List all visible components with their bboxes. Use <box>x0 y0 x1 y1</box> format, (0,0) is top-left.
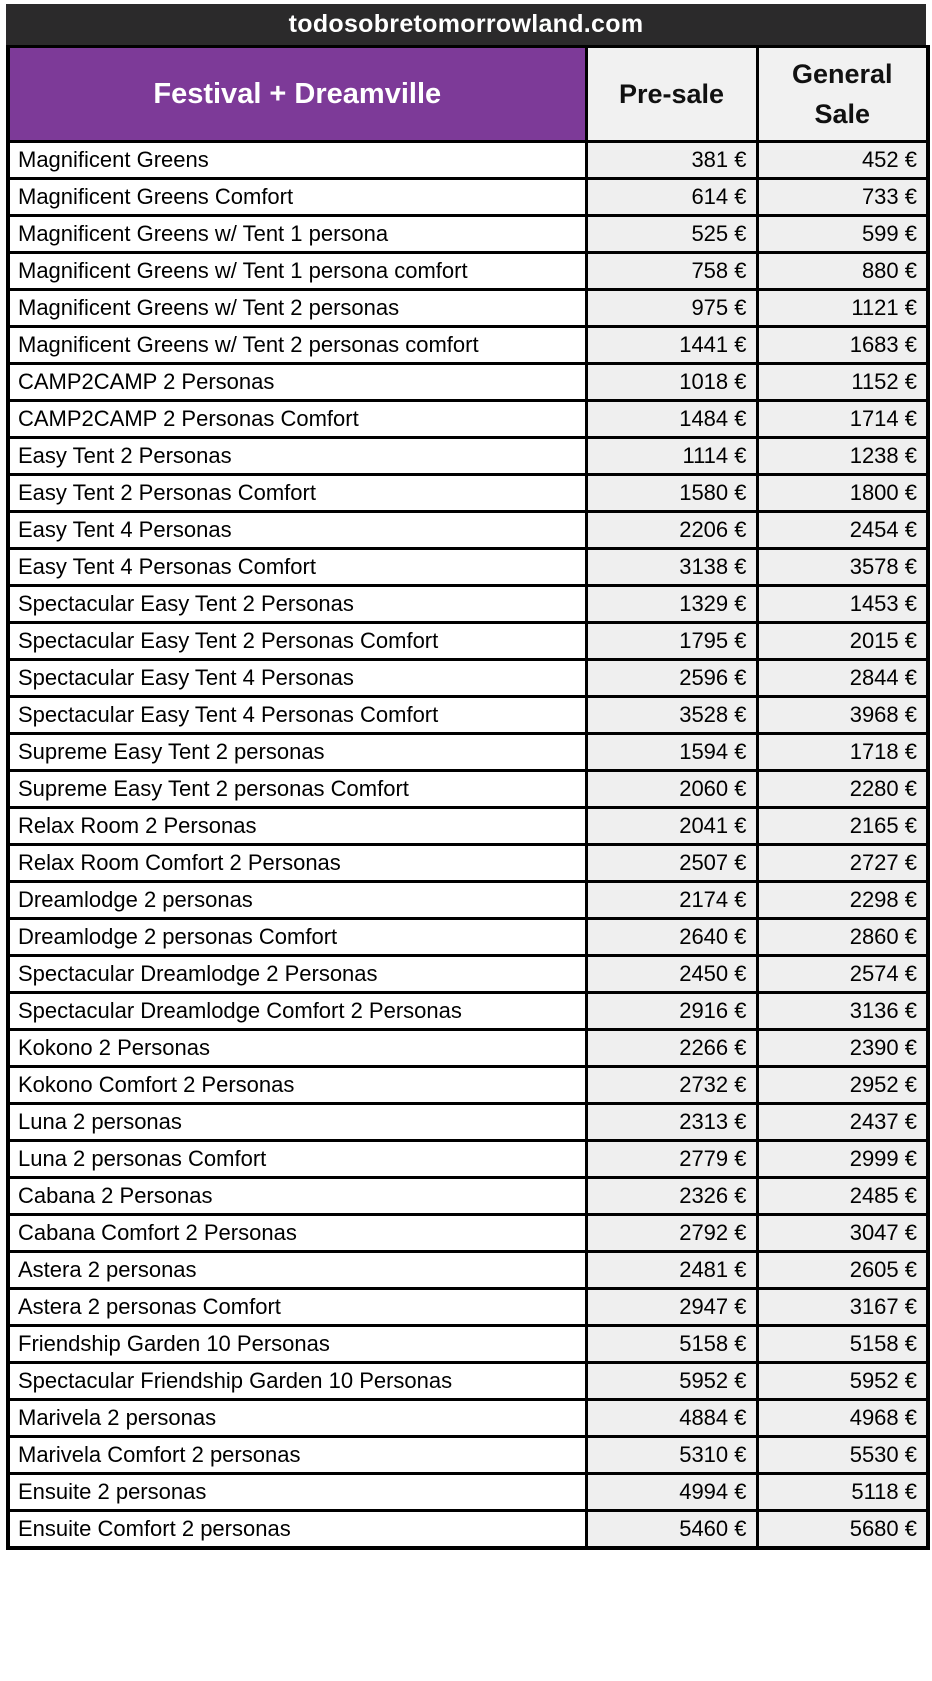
presale-price-cell: 758 € <box>586 253 757 290</box>
package-name-cell: Spectacular Dreamlodge Comfort 2 Personas <box>8 993 586 1030</box>
table-row <box>8 549 928 586</box>
table-row <box>8 771 928 808</box>
presale-price-cell: 4994 € <box>586 1474 757 1511</box>
presale-price-cell: 1580 € <box>586 475 757 512</box>
presale-price-cell: 2732 € <box>586 1067 757 1104</box>
table-row <box>8 364 928 401</box>
package-name-cell: CAMP2CAMP 2 Personas Comfort <box>8 401 586 438</box>
package-name-cell: Kokono 2 Personas <box>8 1030 586 1067</box>
table-row <box>8 660 928 697</box>
package-name-cell: Cabana 2 Personas <box>8 1178 586 1215</box>
presale-price-cell: 3528 € <box>586 697 757 734</box>
package-name-cell: Magnificent Greens Comfort <box>8 179 586 216</box>
presale-price-cell: 2779 € <box>586 1141 757 1178</box>
table-row <box>8 1104 928 1141</box>
presale-price-cell: 1018 € <box>586 364 757 401</box>
presale-price-cell: 5460 € <box>586 1511 757 1548</box>
general-sale-price-cell: 2952 € <box>757 1067 928 1104</box>
package-name-cell: Relax Room 2 Personas <box>8 808 586 845</box>
table-row <box>8 1215 928 1252</box>
general-sale-price-cell: 5158 € <box>757 1326 928 1363</box>
package-name-cell: Spectacular Easy Tent 2 Personas Comfort <box>8 623 586 660</box>
table-row <box>8 808 928 845</box>
table-row <box>8 179 928 216</box>
general-sale-price-cell: 1683 € <box>757 327 928 364</box>
general-sale-price-cell: 452 € <box>757 142 928 179</box>
package-name-cell: Magnificent Greens w/ Tent 2 personas comfort <box>8 327 586 364</box>
general-sale-price-cell: 3578 € <box>757 549 928 586</box>
general-sale-price-cell: 5680 € <box>757 1511 928 1548</box>
table-row <box>8 697 928 734</box>
table-row <box>8 734 928 771</box>
package-name-cell: Spectacular Friendship Garden 10 Personas <box>8 1363 586 1400</box>
general-sale-price-cell: 3167 € <box>757 1289 928 1326</box>
package-name-cell: Ensuite 2 personas <box>8 1474 586 1511</box>
general-sale-price-cell: 1121 € <box>757 290 928 327</box>
general-sale-price-cell: 2015 € <box>757 623 928 660</box>
package-name-cell: Marivela Comfort 2 personas <box>8 1437 586 1474</box>
presale-price-cell: 614 € <box>586 179 757 216</box>
package-name-cell: CAMP2CAMP 2 Personas <box>8 364 586 401</box>
package-name-cell: Astera 2 personas <box>8 1252 586 1289</box>
table-row <box>8 1437 928 1474</box>
general-sale-price-cell: 2605 € <box>757 1252 928 1289</box>
table-row <box>8 1141 928 1178</box>
package-name-cell: Supreme Easy Tent 2 personas Comfort <box>8 771 586 808</box>
package-name-cell: Spectacular Easy Tent 4 Personas <box>8 660 586 697</box>
general-sale-price-cell: 2727 € <box>757 845 928 882</box>
table-row <box>8 882 928 919</box>
presale-price-cell: 1795 € <box>586 623 757 660</box>
presale-price-cell: 2481 € <box>586 1252 757 1289</box>
general-sale-price-cell: 1718 € <box>757 734 928 771</box>
general-sale-price-cell: 2574 € <box>757 956 928 993</box>
general-sale-price-cell: 1238 € <box>757 438 928 475</box>
presale-price-cell: 2640 € <box>586 919 757 956</box>
presale-price-cell: 2326 € <box>586 1178 757 1215</box>
table-row <box>8 327 928 364</box>
table-row <box>8 475 928 512</box>
presale-price-cell: 1441 € <box>586 327 757 364</box>
presale-price-cell: 2792 € <box>586 1215 757 1252</box>
table-row <box>8 1474 928 1511</box>
table-row <box>8 216 928 253</box>
general-sale-price-cell: 1800 € <box>757 475 928 512</box>
general-sale-price-cell: 880 € <box>757 253 928 290</box>
general-sale-price-cell: 2165 € <box>757 808 928 845</box>
table-row <box>8 1400 928 1437</box>
table-row <box>8 1178 928 1215</box>
table-row <box>8 919 928 956</box>
general-sale-price-cell: 2860 € <box>757 919 928 956</box>
package-name-cell: Spectacular Easy Tent 4 Personas Comfort <box>8 697 586 734</box>
package-name-cell: Spectacular Easy Tent 2 Personas <box>8 586 586 623</box>
package-name-cell: Luna 2 personas <box>8 1104 586 1141</box>
general-sale-price-cell: 5952 € <box>757 1363 928 1400</box>
presale-price-cell: 5952 € <box>586 1363 757 1400</box>
price-table <box>6 45 930 1550</box>
general-sale-price-cell: 2437 € <box>757 1104 928 1141</box>
package-name-cell: Magnificent Greens w/ Tent 1 persona comfort <box>8 253 586 290</box>
site-title: todosobretomorrowland.com <box>6 4 926 45</box>
table-row <box>8 845 928 882</box>
table-row <box>8 1326 928 1363</box>
general-sale-price-cell: 1152 € <box>757 364 928 401</box>
presale-price-cell: 525 € <box>586 216 757 253</box>
table-row <box>8 586 928 623</box>
presale-price-cell: 2947 € <box>586 1289 757 1326</box>
presale-price-cell: 2206 € <box>586 512 757 549</box>
presale-price-cell: 1329 € <box>586 586 757 623</box>
general-sale-price-cell: 2390 € <box>757 1030 928 1067</box>
table-row <box>8 1363 928 1400</box>
table-row <box>8 438 928 475</box>
general-sale-price-cell: 2485 € <box>757 1178 928 1215</box>
general-sale-price-cell: 2844 € <box>757 660 928 697</box>
table-row <box>8 290 928 327</box>
general-sale-price-cell: 5530 € <box>757 1437 928 1474</box>
pricing-sheet <box>6 4 926 1550</box>
column-header-presale <box>586 47 757 142</box>
general-sale-price-cell: 1453 € <box>757 586 928 623</box>
general-sale-price-cell: 1714 € <box>757 401 928 438</box>
package-name-cell: Dreamlodge 2 personas Comfort <box>8 919 586 956</box>
column-header-general-sale <box>757 47 928 142</box>
presale-price-cell: 2596 € <box>586 660 757 697</box>
package-name-cell: Marivela 2 personas <box>8 1400 586 1437</box>
table-row <box>8 956 928 993</box>
presale-price-cell: 1594 € <box>586 734 757 771</box>
column-header-package: Festival + Dreamville <box>8 47 586 142</box>
table-row <box>8 993 928 1030</box>
presale-price-cell: 2174 € <box>586 882 757 919</box>
package-name-cell: Magnificent Greens w/ Tent 1 persona <box>8 216 586 253</box>
presale-price-cell: 2507 € <box>586 845 757 882</box>
package-name-cell: Spectacular Dreamlodge 2 Personas <box>8 956 586 993</box>
package-name-cell: Easy Tent 4 Personas Comfort <box>8 549 586 586</box>
package-name-cell: Relax Room Comfort 2 Personas <box>8 845 586 882</box>
table-row <box>8 253 928 290</box>
package-name-cell: Easy Tent 2 Personas <box>8 438 586 475</box>
package-name-cell: Ensuite Comfort 2 personas <box>8 1511 586 1548</box>
general-sale-price-cell: 2454 € <box>757 512 928 549</box>
general-sale-price-cell: 5118 € <box>757 1474 928 1511</box>
package-name-cell: Luna 2 personas Comfort <box>8 1141 586 1178</box>
column-header-general-sale-label: General Sale <box>791 58 893 129</box>
table-row <box>8 401 928 438</box>
package-name-cell: Friendship Garden 10 Personas <box>8 1326 586 1363</box>
presale-price-cell: 5158 € <box>586 1326 757 1363</box>
general-sale-price-cell: 2280 € <box>757 771 928 808</box>
general-sale-price-cell: 3136 € <box>757 993 928 1030</box>
package-name-cell: Astera 2 personas Comfort <box>8 1289 586 1326</box>
general-sale-price-cell: 2298 € <box>757 882 928 919</box>
presale-price-cell: 3138 € <box>586 549 757 586</box>
package-name-cell: Kokono Comfort 2 Personas <box>8 1067 586 1104</box>
table-row <box>8 512 928 549</box>
package-name-cell: Magnificent Greens w/ Tent 2 personas <box>8 290 586 327</box>
package-name-cell: Cabana Comfort 2 Personas <box>8 1215 586 1252</box>
presale-price-cell: 2916 € <box>586 993 757 1030</box>
table-row <box>8 623 928 660</box>
package-name-cell: Easy Tent 2 Personas Comfort <box>8 475 586 512</box>
package-name-cell: Supreme Easy Tent 2 personas <box>8 734 586 771</box>
presale-price-cell: 2450 € <box>586 956 757 993</box>
table-row <box>8 1289 928 1326</box>
presale-price-cell: 2041 € <box>586 808 757 845</box>
package-name-cell: Easy Tent 4 Personas <box>8 512 586 549</box>
general-sale-price-cell: 733 € <box>757 179 928 216</box>
table-body <box>8 142 928 1548</box>
presale-price-cell: 2266 € <box>586 1030 757 1067</box>
table-row <box>8 1511 928 1548</box>
table-row <box>8 1030 928 1067</box>
general-sale-price-cell: 599 € <box>757 216 928 253</box>
column-header-presale-label: Pre-sale <box>618 78 725 109</box>
presale-price-cell: 1114 € <box>586 438 757 475</box>
presale-price-cell: 2060 € <box>586 771 757 808</box>
package-name-cell: Dreamlodge 2 personas <box>8 882 586 919</box>
presale-price-cell: 5310 € <box>586 1437 757 1474</box>
presale-price-cell: 4884 € <box>586 1400 757 1437</box>
header-row <box>8 47 928 142</box>
presale-price-cell: 975 € <box>586 290 757 327</box>
presale-price-cell: 2313 € <box>586 1104 757 1141</box>
table-row <box>8 142 928 179</box>
table-row <box>8 1067 928 1104</box>
table-row <box>8 1252 928 1289</box>
general-sale-price-cell: 3968 € <box>757 697 928 734</box>
presale-price-cell: 381 € <box>586 142 757 179</box>
general-sale-price-cell: 2999 € <box>757 1141 928 1178</box>
presale-price-cell: 1484 € <box>586 401 757 438</box>
general-sale-price-cell: 4968 € <box>757 1400 928 1437</box>
package-name-cell: Magnificent Greens <box>8 142 586 179</box>
general-sale-price-cell: 3047 € <box>757 1215 928 1252</box>
